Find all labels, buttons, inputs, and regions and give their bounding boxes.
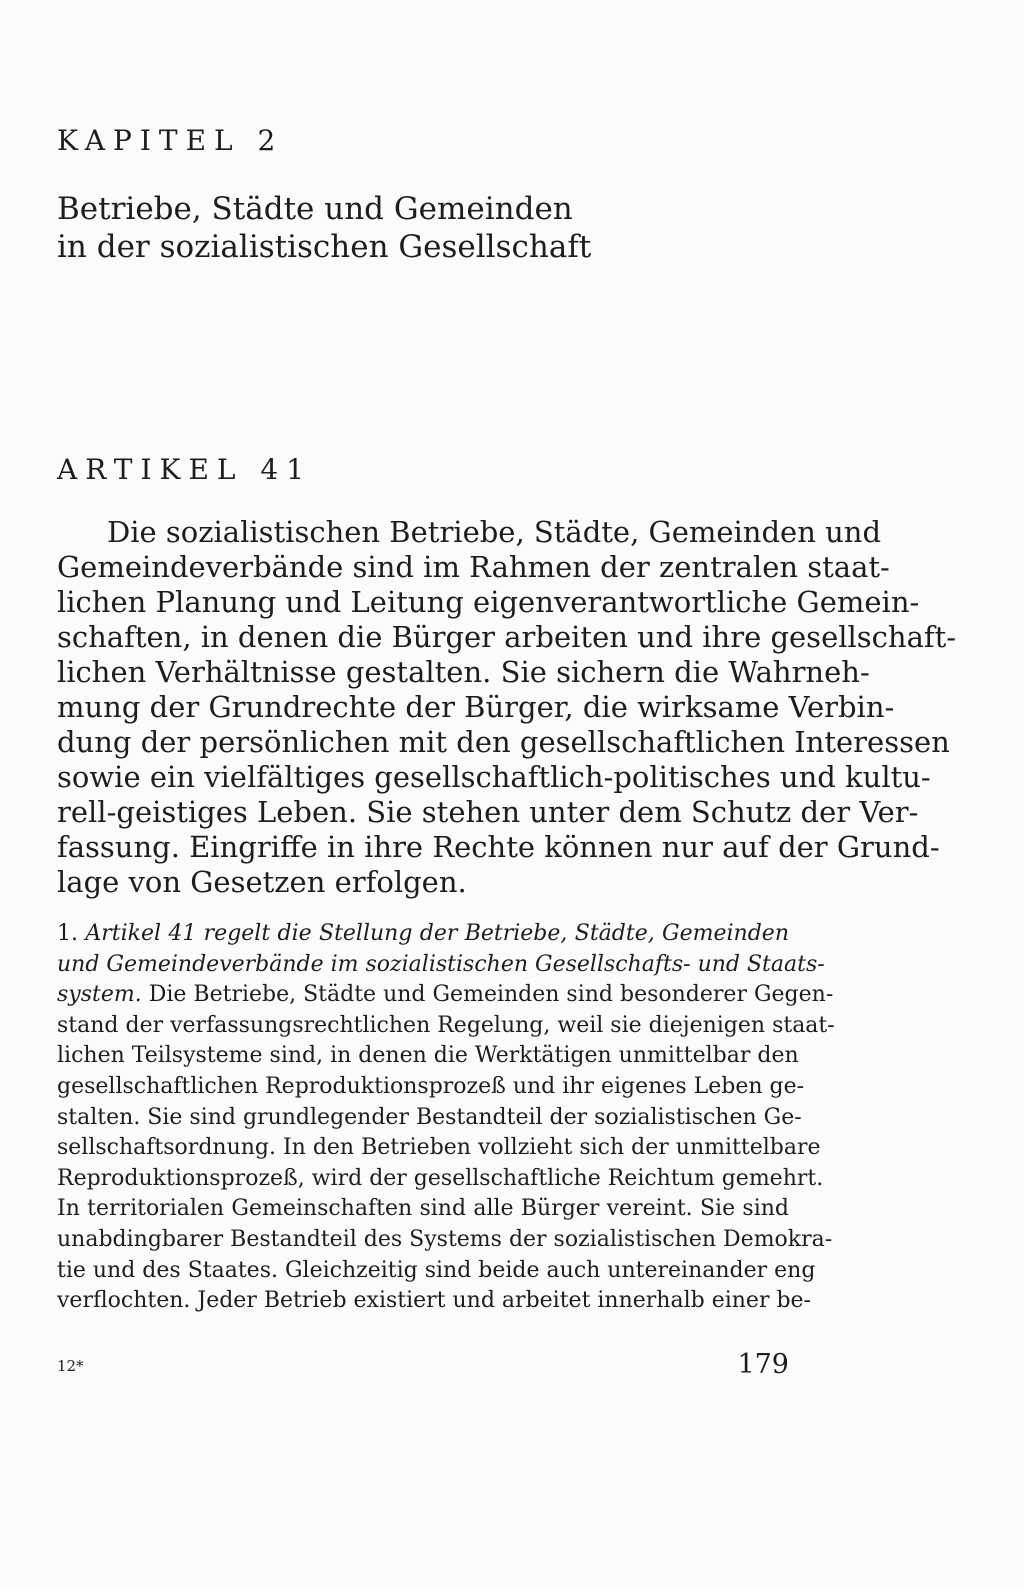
- commentary-line-12: tie und des Staates. Gleichzeitig sind beide auch untereinander eng: [57, 1257, 816, 1283]
- article-line-1: Die sozialistischen Betriebe, Städte, Gemeinden und: [107, 515, 882, 549]
- commentary-line-6: gesellschaftlichen Reproduktionsprozeß und ihr eigenes Leben ge-: [57, 1073, 805, 1099]
- article-line-10: fassung. Eingriffe in ihre Rechte können nur auf der Grund-: [57, 830, 940, 864]
- article-line-8: sowie ein vielfältiges gesellschaftlich-politisches und kultu-: [57, 760, 931, 794]
- commentary-text: [57, 919, 835, 1317]
- commentary-line-5: lichen Teilsysteme sind, in denen die Werktätigen unmittelbar den: [57, 1043, 799, 1069]
- article-line-2: Gemeindeverbände sind im Rahmen der zentralen staat-: [57, 550, 890, 584]
- commentary-line-11: unabdingbarer Bestandteil des Systems der sozialistischen Demokra-: [57, 1226, 833, 1252]
- article-line-11: lage von Gesetzen erfolgen.: [57, 865, 467, 899]
- commentary-heading-part-1: Artikel 41 regelt die Stellung der Betriebe, Städte, Gemeinden: [85, 921, 789, 946]
- commentary-number: 1.: [57, 921, 86, 946]
- commentary-line-9: Reproduktionsprozeß, wird der gesellschaftliche Reichtum gemehrt.: [57, 1165, 824, 1191]
- commentary-line-3-rest: Die Betriebe, Städte und Gemeinden sind besonderer Gegen-: [141, 982, 834, 1008]
- chapter-title-line-1: Betriebe, Städte und Gemeinden: [57, 191, 573, 227]
- commentary-line-7: stalten. Sie sind grundlegender Bestandteil der sozialistischen Ge-: [57, 1104, 802, 1130]
- article-line-4: schaften, in denen die Bürger arbeiten und ihre gesellschaft-: [57, 620, 957, 654]
- signature-mark: 12*: [57, 1357, 84, 1375]
- article-line-6: mung der Grundrechte der Bürger, die wirksame Verbin-: [57, 690, 895, 724]
- commentary-line-2: und Gemeindeverbände im sozialistischen Gesellschafts- und Staats-: [57, 951, 825, 977]
- commentary-line-4: stand der verfassungsrechtlichen Regelung, weil sie diejenigen staat-: [57, 1012, 835, 1038]
- chapter-title-line-2: in der sozialistischen Gesellschaft: [57, 229, 592, 265]
- commentary-line-10: In territorialen Gemeinschaften sind alle Bürger vereint. Sie sind: [57, 1196, 789, 1222]
- commentary-line-13: verflochten. Jeder Betrieb existiert und arbeitet innerhalb einer be-: [57, 1288, 811, 1314]
- article-line-5: lichen Verhältnisse gestalten. Sie sichern die Wahrneh-: [57, 655, 870, 689]
- commentary-line-8: sellschaftsordnung. In den Betrieben vollzieht sich der unmittelbare: [57, 1135, 821, 1161]
- article-line-7: dung der persönlichen mit den gesellschaftlichen Interessen: [57, 725, 950, 759]
- chapter-title: [57, 190, 591, 266]
- article-line-9: rell-geistiges Leben. Sie stehen unter dem Schutz der Ver-: [57, 795, 919, 829]
- commentary-line-3: [57, 980, 834, 1011]
- chapter-label: KAPITEL 2: [57, 124, 284, 157]
- article-label: ARTIKEL 41: [57, 453, 313, 486]
- page-number: 179: [737, 1349, 789, 1380]
- commentary-heading-end: system.: [57, 982, 142, 1008]
- commentary-line-1: [57, 919, 789, 950]
- article-text: [57, 515, 957, 900]
- article-line-3: lichen Planung und Leitung eigenverantwortliche Gemein-: [57, 585, 920, 619]
